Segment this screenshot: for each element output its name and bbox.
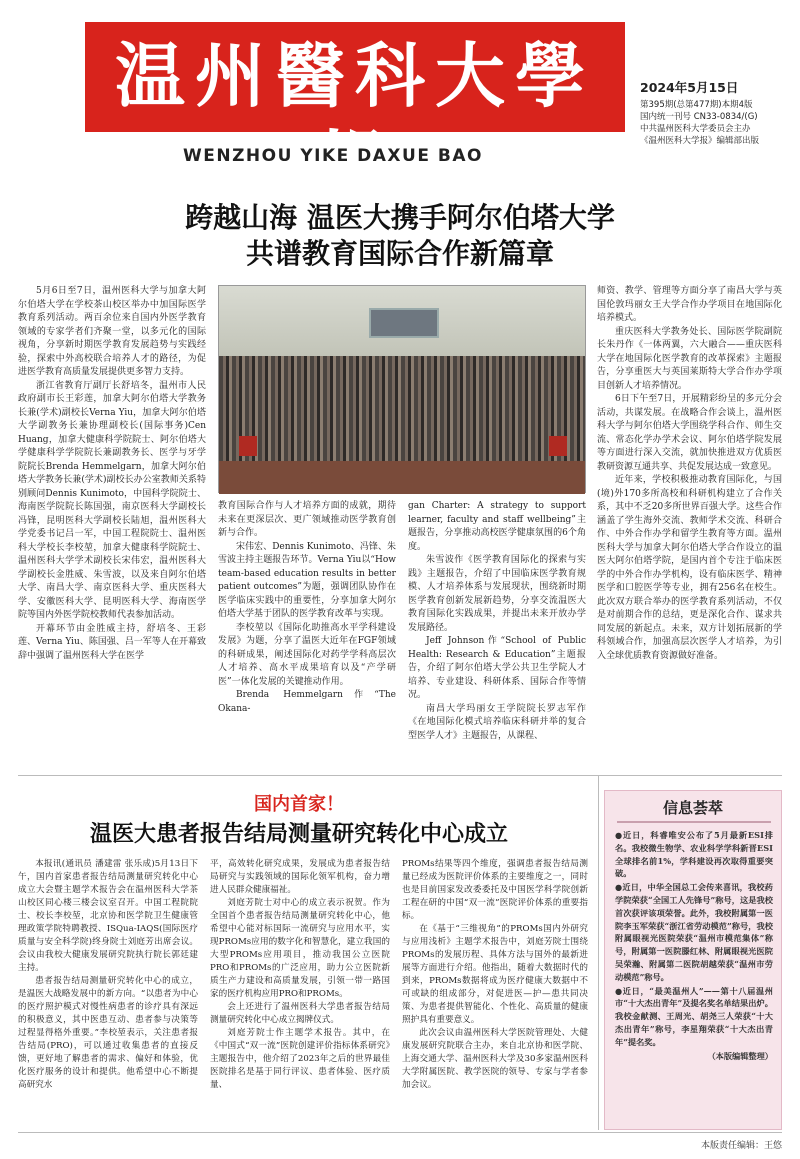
- paragraph: 刘庭芳院士作主题学术报告。其中，在《中国式“双一流”医院创建评价指标体系研究》主题报告中，他介绍了2023年之后的世界最佳医院排名是基于同行评议、患者体验、医疗质量、: [210, 1028, 390, 1090]
- news-roundup-body: [615, 829, 773, 1063]
- photo-chair: [549, 436, 567, 456]
- issue-date: 2024年5月15日: [640, 80, 739, 95]
- news-roundup-rule: [617, 821, 771, 823]
- article2-column-3: [402, 858, 588, 1092]
- news-item: ●近日，“最美温州人”——第十八届温州市“十大杰出青年”及提名奖名单结果出炉。我校金献测、王周光、胡尧三人荣获“十大杰出青年”称号，李星翔荣获“十大杰出青年”提名奖。: [615, 985, 773, 1047]
- news-roundup-title: 信息荟萃: [662, 799, 723, 817]
- column-divider: [598, 775, 599, 1130]
- article1-column-2: [218, 500, 396, 716]
- paragraph: 教育国际合作与人才培养方面的成就，期待未来在更深层次、更广领域推动医学教育创新与合作。: [218, 501, 396, 538]
- article1-column-4: [597, 285, 782, 663]
- masthead-title: 温州醫科大學報: [115, 34, 595, 205]
- paragraph: 近年来，学校积极推动教育国际化，与国(境)外170多所高校和科研机构建立了合作关系，其中不乏20多所世界百强大学。这些合作涵盖了学生海外交流、教师学术交流、科研合作、中外合作办学和留学生教育等方面。温州医科大学与加拿大阿尔伯塔大学合作设立的温医大阿尔伯塔学院，是国内首个专注于临床医学的中外合作办学机构，设有临床医学、精神医学和口腔医学等专业，拥有256名在校生。此次双方联合举办的医学教育系列活动，不仅是对前期合作的总结，更是深化合作、谋求共同发展的新起点。未来，双方计划拓展新的学科领域合作，加强高层次医学人才培养，为引入全球优质教育资源做好准备。: [597, 475, 782, 661]
- photo-floor: [219, 461, 585, 494]
- paragraph: Brenda Hemmelgarn作“The Okana-: [218, 690, 396, 714]
- news-item: ●近日，科睿唯安公布了5月最新ESI排名。我校微生物学、农业科学学科新晋ESI全球排名前1%，学科建设再次取得重要突破。: [615, 830, 773, 879]
- photo-screen: [369, 308, 439, 338]
- paragraph: 6日下午至7日，开展精彩纷呈的多元分会活动，共谋发展。在战略合作会谈上，温州医科大学与阿尔伯塔大学围绕学科合作、师生交流、常态化学办学术会议、阿尔伯塔学院发展等方面进行深入交流，就加快推进双方优质医教研资源互通共享、共促发展达成一致意见。: [597, 394, 782, 472]
- issue-info: [640, 78, 800, 147]
- article1-column-1: [18, 285, 206, 663]
- issue-cn: 国内统一刊号 CN33-0834/(G): [640, 112, 758, 122]
- news-item: ●近日，中华全国总工会传来喜讯，我校药学院荣获“全国工人先锋号”称号，这是我校首次获评该项荣誉。此外，我校附属第一医院李玉军荣获“浙江省劳动模范”称号，我校附属眼视光医院荣获“温州市模范集体”称号，附属第一医院滕红林、附属眼视光医院吴荣瀚、附属第二医院胡越荣获“温州市劳动模范”称号。: [615, 882, 773, 982]
- news-roundup-box: [604, 790, 782, 1130]
- paragraph: Jeff Johnson作“School of Public Health: Research & Education”主题报告，介绍了阿尔伯塔大学公共卫生学院人才培养、专业建设、科研体系、国际合作等情况。: [408, 636, 586, 700]
- paragraph: 刘庭芳院士对中心的成立表示祝贺。作为全国首个患者报告结局测量研究转化中心，他希望中心能对标国际一流研究与应用水平，实现PROMs应用的数字化和智慧化，建立我国的大型PROMs应用项目，推动我国公立医院PRO和PROMs的广泛应用，助力公立医院新质生产力建设和高质量发展，引领一带一路国家的医疗机构应用PRO和PROMs。: [210, 898, 390, 999]
- photo-chair: [239, 436, 257, 456]
- paragraph: 李校堃以《国际化助推高水平学科建设发展》为题，分享了温医大近年在FGF领域的科研成果，阐述国际化对药学学科高层次人才培养、高水平成果培育以及“产学研医”一体化发展的关键推动作用。: [218, 622, 396, 687]
- headline-line-1: 跨越山海 温医大携手阿尔伯塔大学: [185, 201, 615, 234]
- section-divider: [18, 775, 782, 776]
- paragraph: 开幕环节由金胜威主持，舒培冬、王彩莲、Verna Yiu、陈国强、吕一军等人在开幕致辞中强调了温州医科大学在医学: [18, 623, 206, 661]
- paragraph: 浙江省教育厅副厅长舒培冬，温州市人民政府副市长王彩莲，加拿大阿尔伯塔大学教务长兼(学术)副校长Verna Yiu，加拿大阿尔伯塔大学副教务长兼协理副校长(国际事务)Cen Huang，加拿大健康科学院院士、阿尔伯塔大学健康科学学院院长兼副教务长、医学与牙学院院长Brenda Hemmelgarn，加拿大阿尔伯塔大学教务长兼(学术)副校长办公室教师关系特别顾问Dennis Kunimoto，中国科学院院士、海南医学院院长陈国强，南京医科大学副校长冯锋，昆明医科大学副校长陆旭，温州医科大学党委书记吕一军，中国工程院院士、温州医科大学校长李校堃，加拿大健康科学院院士、温州医科大学学术副校长宋伟宏，温州医科大学副校长金胜威、朱雪波，以及来自阿尔伯塔大学、南昌大学、南京医科大学、重庆医科大学、安徽医科大学、昆明医科大学、海南医学院等国内外医学院校教师代表参加活动。: [18, 380, 206, 620]
- paragraph: 在《基于“三维视角”的PROMs国内外研究与应用浅析》主题学术报告中，刘庭芳院士围绕PROMs的发展历程、具体方法与国外的最新进展等方面进行介绍。他指出，随着大数据时代的到来，PROMs数据将成为医疗健康大数据中不可或缺的组成部分，对促进医—护—患共同决策、为患者提供智能化、个性化、高质量的健康照护具有重要意义。: [402, 924, 588, 1025]
- paragraph: 患者报告结局测量研究转化中心的成立，是温医大战略发展中的新方向。“以患者为中心的医疗照护模式对慢性病患者的诊疗具有深远的积极意义，其中医患互动、患者参与决策等过程显得格外重要。”李校堃表示，关注患者报告结局(PRO)，可以通过收集患者的直接反馈，更好地了解患者的需求、偏好和体验，优化医疗服务的设计和提供。他希望中心不断提高研究水: [18, 976, 198, 1090]
- paragraph: 师资、教学、管理等方面分享了南昌大学与英国伦敦玛丽女王大学合作办学项目在地国际化培养模式。: [597, 286, 782, 323]
- article1-column-3: [408, 500, 586, 743]
- issue-number: 第395期(总第477期)本期4版: [640, 100, 753, 110]
- conference-photo: [218, 285, 586, 493]
- news-credit: （本版编辑整理）: [707, 1050, 773, 1061]
- headline-line-2: 共谱教育国际合作新篇章: [245, 237, 554, 270]
- paragraph: 宋伟宏、Dennis Kunimoto、冯锋、朱雪波主持主题报告环节。Verna Yiu以“How team-based education results in better patient outcomes”为题，强调团队协作在医学临床实践中的重要性，分享加拿大阿尔伯塔大学基于团队的医学教育改革与实现。: [218, 541, 396, 619]
- paragraph: 会上还进行了温州医科大学患者报告结局测量研究转化中心成立揭牌仪式。: [210, 1002, 390, 1025]
- article2-headline: 温医大患者报告结局测量研究转化中心成立: [89, 822, 508, 847]
- footer-rule: [18, 1132, 782, 1133]
- issue-editor: 《温州医科大学报》编辑部出版: [640, 136, 760, 146]
- paragraph: 重庆医科大学教务处长、国际医学院副院长朱丹作《一体两翼，六大融合——重庆医科大学在地国际化医学教育的改革探索》主题报告，分享重医大与英国莱斯特大学合作办学项目创新人才培养情况。: [597, 326, 782, 391]
- paragraph: 5月6日至7日，温州医科大学与加拿大阿尔伯塔大学在学校茶山校区举办中加国际医学教育系列活动。两百余位来自国内外医学教育领域的专家学者们齐聚一堂，以多元化的国际视角，分享新时期医学教育发展趋势与实践经验，探索中外高校联合培养人才的路径，为促进医学教育高质量发展提供更多智力支持。: [18, 286, 206, 377]
- issue-sponsor: 中共温州医科大学委员会主办: [640, 124, 751, 134]
- page-editor: 本版责任编辑：王悠: [700, 1141, 782, 1151]
- paragraph: 南昌大学玛丽女王学院院长罗志军作《在地国际化模式培养临床科研并举的复合型医学人才》主题报告，从课程、: [408, 703, 586, 741]
- article2-column-2: [210, 858, 390, 1092]
- paragraph: 此次会议由温州医科大学医院管理处、大健康发展研究院联合主办，来自北京协和医学院、上海交通大学、温州医科大学及30多家温州医科大学附属医院、教学医院的领导、专家与学者参加会议。: [402, 1028, 588, 1090]
- paragraph: 平，高效转化研究成果，发展成为患者报告结局研究与实践领域的国际化领军机构，奋力增进人民群众健康福祉。: [210, 859, 390, 895]
- masthead-pinyin: WENZHOU YIKE DAXUE BAO: [183, 146, 483, 166]
- paragraph: 本报讯(通讯员 潘建雷 张乐成)5月13日下午，国内首家患者报告结局测量研究转化中心成立大会暨主题学术报告会在温州医科大学茶山校区同心楼三楼会议室召开。中国工程院院士、校长李校堃，北京协和医学院卫生健康管理政策学院特聘教授、ISQua-IAQS(国际医疗质量与安全科学院)终身院士刘庭芳出席会议。会议由我校大健康发展研究院执行院长郭廷建主持。: [18, 859, 198, 973]
- article2-kicker: 国内首家！: [254, 794, 344, 815]
- article2-column-1: [18, 858, 198, 1092]
- paragraph: 朱雪波作《医学教育国际化的探索与实践》主题报告，介绍了中国临床医学教育规模、人才培养体系与发展现状，围绕新时期医学教育创新发展新趋势，分享交流温医大教育国际化实践成果，并提出未来开放办学发展路径。: [408, 555, 586, 633]
- paragraph: PROMs结果等四个维度，强调患者报告结局测量已经成为医院评价体系的主要维度之一，同时也是目前国家发改委委托及中国医学科学院创新工程在研的中国“双一流”医院评价体系的重要指标。: [402, 859, 588, 921]
- paragraph: gan Charter: A strategy to support learner, faculty and staff wellbeing”主题报告，分享推动高校医学健康氛围的6个角度。: [408, 501, 586, 552]
